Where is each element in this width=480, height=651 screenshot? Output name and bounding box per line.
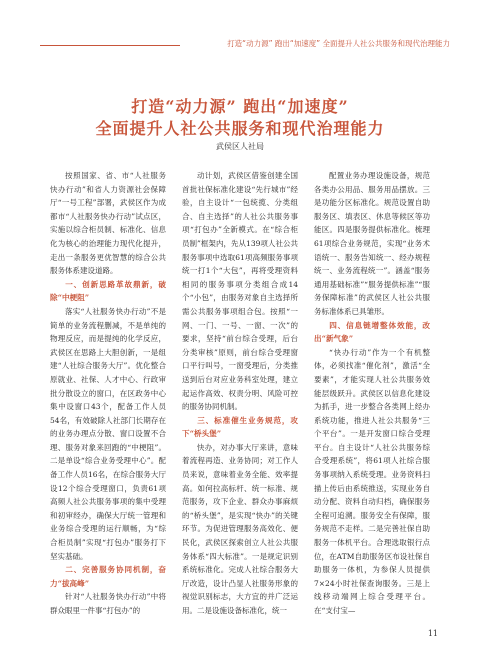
article-author: 武侯区人社局 [216, 142, 264, 151]
running-header [40, 38, 450, 52]
body-paragraph: 按照国家、省、市“人社服务快办行动”和省人力资源社会保障厅“一号工程”部署，武侯区作为成都市“人社服务快办行动”试点区，实施以综合柜员制、标准化、信息化为核心的治理能力现代化提升，走出一条服务更优智慧的综合公共服务体系建设道路。 [50, 171, 166, 276]
body-paragraph: 快办，对办事大厅来讲，意味着流程再造、业务协同；对工作人员来说，意味着业务全能、效率提高。如何拉高标杆、统一标准、规范服务，攻下企业、群众办事麻烦的“桥头堡”，是实现“快办”的关键环节。为促进管理服务高效化、便民化，武侯区探索创立人社公共服务体系“四大标准”。一是规定识别系统标准化。完成人社综合服务大厅改造，设计凸显人社服务形象的视觉识别标志，大方宜的并广泛运用。二是设施设备标准化，统一 [182, 442, 298, 615]
body-paragraph: 针对“人社服务快办行动”中将群众眼里一件事“打包办”的 [50, 592, 166, 615]
header-rule [40, 45, 180, 46]
article-title-line1: 打造“动力源” 跑出“加速度” [131, 97, 349, 116]
section-heading: 四、信息链增整体效能，改出“新气象” [314, 320, 430, 344]
body-paragraph: 落实“人社服务快办行动”不是简单的业务流程删减，不是单纯的物理反应，而是提纯的化学反应，武侯区在思路上大胆创新，一是组建“人社综合服务大厅”。优化整合原就业、社保、人才中心、行政审批分散设立的窗口，在区政务中心集中设窗口43个，配备工作人员54名，有效破除人社部门长期存在的业务办理点分散、窗口设置不合理、服务对象来回跑的“中梗阻”。二是单设“综合业务受理中心”。配备工作人员16名，在综合服务大厅设12个综合受理窗口，负责61项高频人社公共服务事项的集中受理和初审经办，确保大厅统一管理和业务综合受理的运行顺畅，为“综合柜员制”实现“打包办”服务打下坚实基础。 [50, 306, 166, 561]
header-text: 打造“动力源” 跑出“加速度” 全面提升人社公共服务和现代治理能力 [227, 39, 450, 48]
body-paragraph: 动计划，武侯区借鉴创建全国首批社保标准化建设“先行城市”经验，自主设计“一包统揽、分类组合、自主选择”的人社公共服务事项“打包办”全新模式。在“综合柜员制”框架内，先从139项人社公共服务事项中选取61项高频服务事项统一打1个“大包”，再将受理资料相同的服务事项分类组合成14个“小包”，由服务对象自主选择所需公共服务事项组合包。按照“一网、一门、一号、一窗、一次”的要求，坚持“前台综合受理，后台分类审核”原则，前台综合受理窗口平行叫号，一窗受理后，分类推送到后台对应业务科室处理，建立起运作高效、权责分明、风险可控的服务协同机制。 [182, 171, 298, 412]
text-column-3 [314, 169, 430, 618]
section-heading: 一、创新思路革故鼎新，破除“中梗阻” [50, 279, 166, 303]
page-number: 11 [427, 629, 438, 638]
section-heading: 二、完善服务协同机制，奋力“拔高峰” [50, 565, 166, 588]
section-heading: 三、标准催生业务规范，攻下“桥头堡” [182, 415, 298, 439]
text-column-2 [182, 169, 298, 618]
text-column-1 [50, 169, 166, 618]
body-paragraph: 配置业务办理设施设备，规范各类办公用品、服务用品摆放。三是功能分区标准化。规范设置自助服务区、填表区、休息等候区等功能区。四是服务提供标准化。梳理61项综合业务规范，实现“业务术语统一、服务告知统一、经办规程统一、业务流程统一”。涵盖“服务通用基础标准”“服务提供标准”“服务保障标准”的武侯区人社公共服务标准体系已具雏形。 [314, 171, 430, 316]
article-title-line2: 全面提升人社公共服务和现代治理能力 [95, 119, 385, 138]
body-paragraph: “快办行动”作为一个有机整体，必须找准“催化剂”，激活“全要素”，才能实现人社公共服务效能层级跃升。武侯区以信息化建设为抓手，进一步整合各类网上经办系统功能，推进人社公共服务“三个平台”。一是开发窗口综合受理平台。自主设计“人社公共服务综合受理系统”，将61项人社综合服务事项纳入系统受理。业务资料扫描上传后由系统推送，实现业务自动分配、资料自动归档，确保服务全程可追溯。服务安全有保障，服务规范不走样。二是完善社保自助服务一体机平台。合理选取银行点位，在ATM自助服务区布设社保自助服务一体机，为参保人员提供7×24小时社保查询服务。三是上线移动端网上综合受理平台。在“支付宝— [314, 347, 430, 615]
